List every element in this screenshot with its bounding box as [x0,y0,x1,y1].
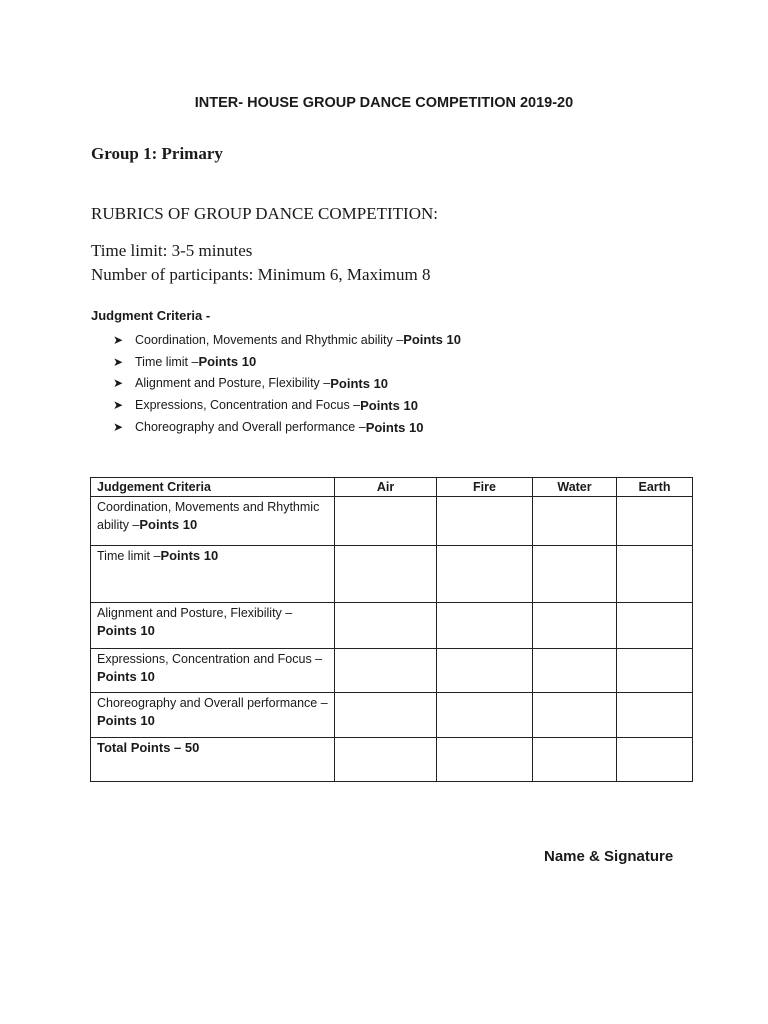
judgment-criteria-heading: Judgment Criteria - [91,308,211,323]
score-cell-water[interactable] [533,546,617,603]
row-criterion-text: Time limit – [97,549,161,563]
total-cell-water[interactable] [533,738,617,782]
criterion-points: Points 10 [330,375,389,391]
arrow-bullet-icon: ➤ [113,420,124,435]
criteria-list [113,329,461,438]
arrow-bullet-icon: ➤ [113,332,124,347]
score-cell-air[interactable] [335,693,437,738]
criterion-text: Time limit – [135,354,199,369]
total-cell-air[interactable] [335,738,437,782]
list-item [113,373,461,395]
scoring-table [90,477,693,782]
list-item [113,394,461,416]
header-water: Water [533,478,617,497]
total-cell-fire[interactable] [437,738,533,782]
criterion-points: Points 10 [360,397,418,413]
table-row-total [91,738,693,782]
arrow-bullet-icon: ➤ [113,354,124,369]
row-criterion-points: Points 10 [97,669,155,684]
arrow-bullet-icon: ➤ [113,376,124,391]
rubrics-heading: RUBRICS OF GROUP DANCE COMPETITION: [91,204,438,223]
total-points-label: Total Points – 50 [97,740,200,755]
criterion-cell [91,497,335,546]
table-row [91,497,693,546]
table-row [91,603,693,649]
row-criterion-points: Points 10 [97,713,155,728]
score-cell-fire[interactable] [437,497,533,546]
score-cell-fire[interactable] [437,649,533,693]
score-cell-water[interactable] [533,497,617,546]
row-criterion-points: Points 10 [97,623,155,638]
criterion-cell [91,693,335,738]
row-criterion-points: Points 10 [139,517,198,532]
list-item [113,329,461,351]
criterion-text: Choreography and Overall performance – [135,420,366,435]
table-row [91,693,693,738]
arrow-bullet-icon: ➤ [113,398,124,413]
score-cell-earth[interactable] [617,693,693,738]
score-cell-earth[interactable] [617,603,693,649]
header-earth: Earth [617,478,693,497]
table-header-row [91,478,693,497]
name-signature-label: Name & Signature [544,848,674,865]
row-criterion-text: Coordination, Movements and Rhythmic ability – [97,500,320,532]
score-cell-earth[interactable] [617,649,693,693]
score-cell-water[interactable] [533,603,617,649]
participants-info: Number of participants: Minimum 6, Maximum 8 [91,265,431,284]
score-cell-water[interactable] [533,649,617,693]
score-cell-fire[interactable] [437,546,533,603]
list-item [113,416,461,438]
row-criterion-points: Points 10 [160,548,219,563]
row-criterion-text: Choreography and Overall performance – [97,696,328,710]
time-limit: Time limit: 3-5 minutes [91,241,253,260]
list-item [113,351,461,373]
total-cell [91,738,335,782]
header-fire: Fire [437,478,533,497]
score-cell-air[interactable] [335,546,437,603]
score-cell-water[interactable] [533,693,617,738]
score-cell-air[interactable] [335,603,437,649]
header-judgement-criteria: Judgement Criteria [91,478,335,497]
total-cell-earth[interactable] [617,738,693,782]
document-title: INTER- HOUSE GROUP DANCE COMPETITION 2019-20 [194,95,574,111]
criterion-points: Points 10 [365,419,424,435]
criterion-text: Coordination, Movements and Rhythmic ability – [135,332,404,347]
table-row [91,546,693,603]
criterion-cell [91,546,335,603]
criterion-points: Points 10 [403,332,461,348]
criterion-points: Points 10 [198,354,257,370]
row-criterion-text: Expressions, Concentration and Focus – [97,652,323,666]
score-cell-air[interactable] [335,497,437,546]
criterion-cell [91,649,335,693]
row-criterion-text: Alignment and Posture, Flexibility – [97,606,293,620]
table-row [91,649,693,693]
score-cell-earth[interactable] [617,497,693,546]
criterion-cell [91,603,335,649]
criterion-text: Alignment and Posture, Flexibility – [135,376,331,391]
score-cell-air[interactable] [335,649,437,693]
score-cell-earth[interactable] [617,546,693,603]
group-heading: Group 1: Primary [91,144,223,163]
score-cell-fire[interactable] [437,603,533,649]
criterion-text: Expressions, Concentration and Focus – [135,398,361,413]
header-air: Air [335,478,437,497]
score-cell-fire[interactable] [437,693,533,738]
